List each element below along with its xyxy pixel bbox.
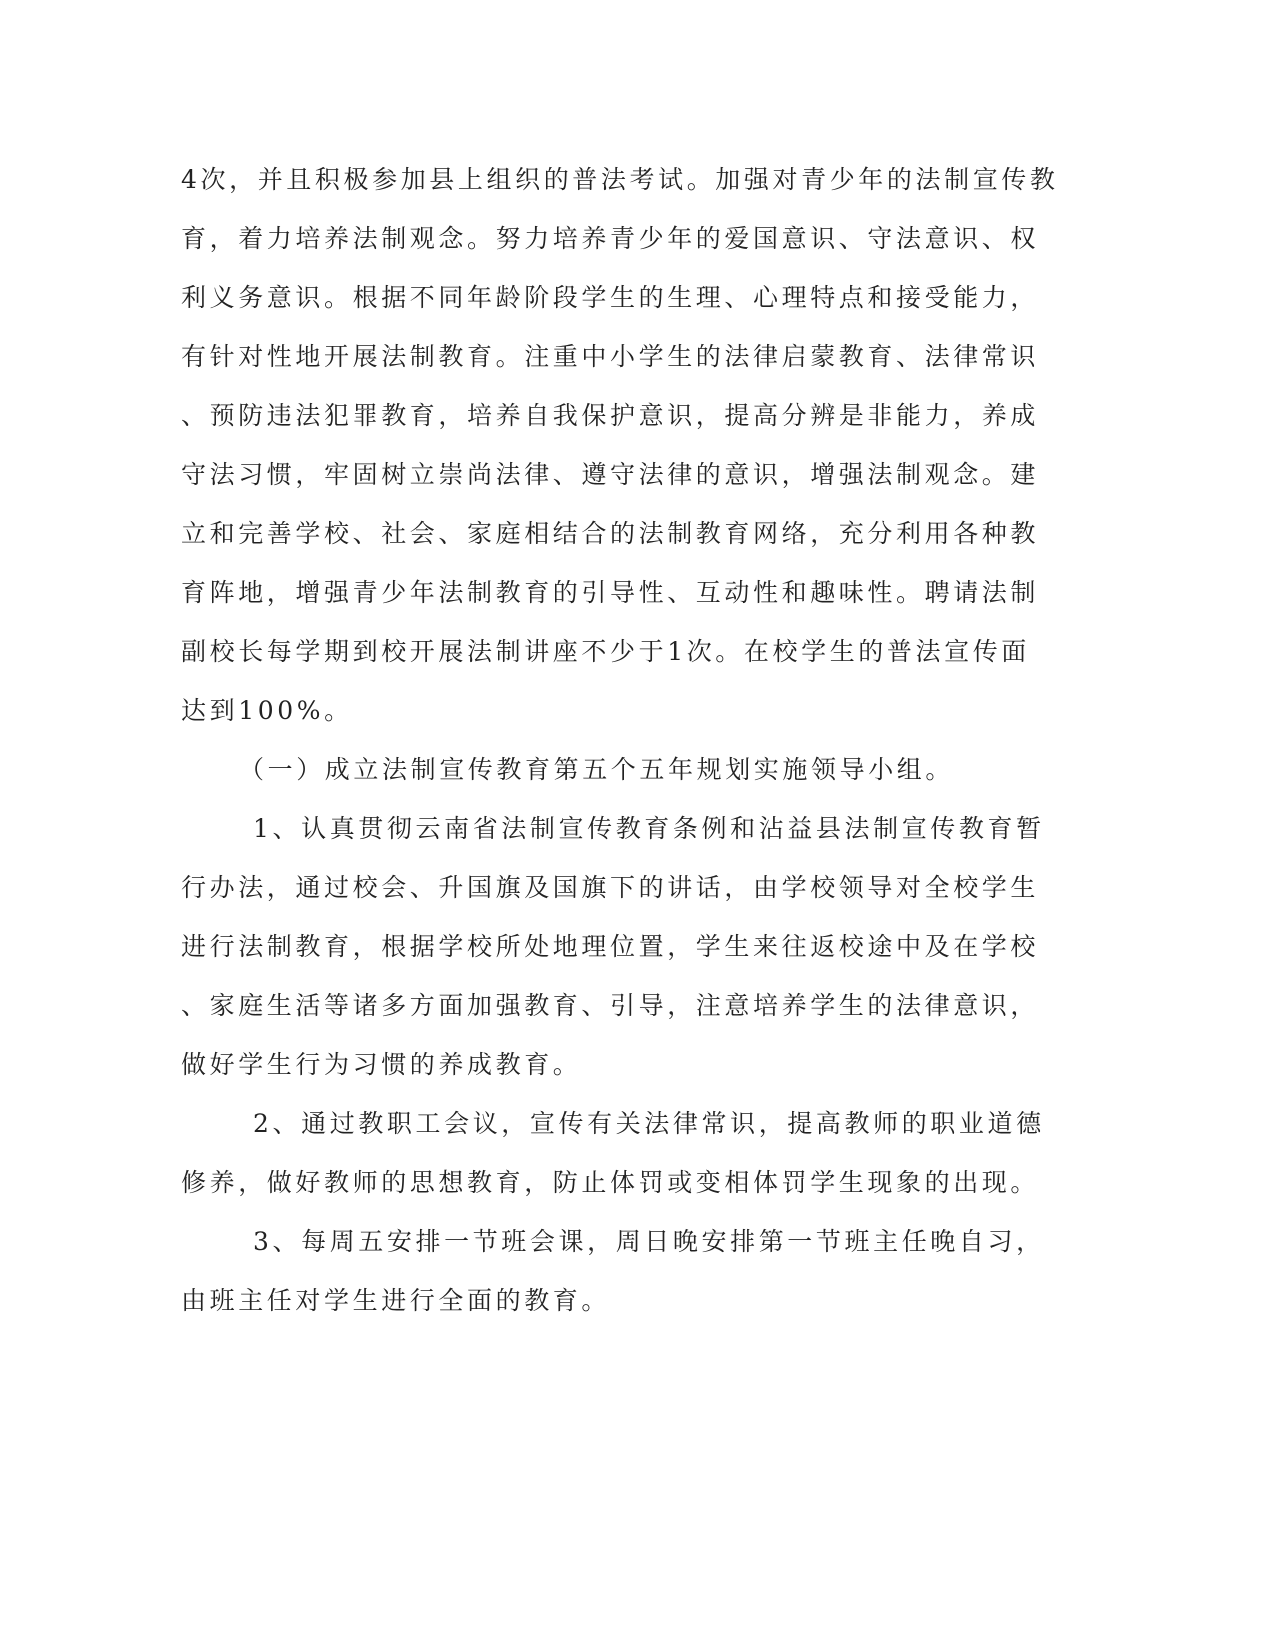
text-line: 立和完善学校、社会、家庭相结合的法制教育网络，充分利用各种教 [181,519,1040,548]
text-line: 做好学生行为习惯的养成教育。 [181,1050,582,1079]
text-line: 育阵地，增强青少年法制教育的引导性、互动性和趣味性。聘请法制 [181,578,1040,607]
text-line: 修养，做好教师的思想教育，防止体罚或变相体罚学生现象的出现。 [181,1168,1040,1197]
text-line: 利义务意识。根据不同年龄阶段学生的生理、心理特点和接受能力， [181,283,1040,312]
document-body [181,158,1059,1338]
text-line: 4次，并且积极参加县上组织的普法考试。加强对青少年的法制宣传教 [181,165,1059,194]
paragraph-1-start: 1、认真贯彻云南省法制宣传教育条例和沾益县法制宣传教育暂 [253,814,1045,843]
text-line: 达到100%。 [181,696,353,725]
text-line: 、预防违法犯罪教育，培养自我保护意识，提高分辨是非能力，养成 [181,401,1040,430]
paragraph-2-start: 2、通过教职工会议，宣传有关法律常识，提高教师的职业道德 [253,1109,1045,1138]
paragraph-3-start: 3、每周五安排一节班会课，周日晚安排第一节班主任晚自习， [253,1227,1045,1256]
text-line: 行办法，通过校会、升国旗及国旗下的讲话，由学校领导对全校学生 [181,873,1040,902]
text-line: 由班主任对学生进行全面的教育。 [181,1286,611,1315]
text-line: 进行法制教育，根据学校所处地理位置，学生来往返校途中及在学校 [181,932,1040,961]
text-line: 副校长每学期到校开展法制讲座不少于1次。在校学生的普法宣传面 [181,637,1030,666]
text-line: 守法习惯，牢固树立崇尚法律、遵守法律的意识，增强法制观念。建 [181,460,1040,489]
text-line: 、家庭生活等诸多方面加强教育、引导，注意培养学生的法律意识， [181,991,1040,1020]
text-line: 育，着力培养法制观念。努力培养青少年的爱国意识、守法意识、权 [181,224,1040,253]
section-heading: （一）成立法制宣传教育第五个五年规划实施领导小组。 [239,755,955,784]
text-line: 有针对性地开展法制教育。注重中小学生的法律启蒙教育、法律常识 [181,342,1040,371]
